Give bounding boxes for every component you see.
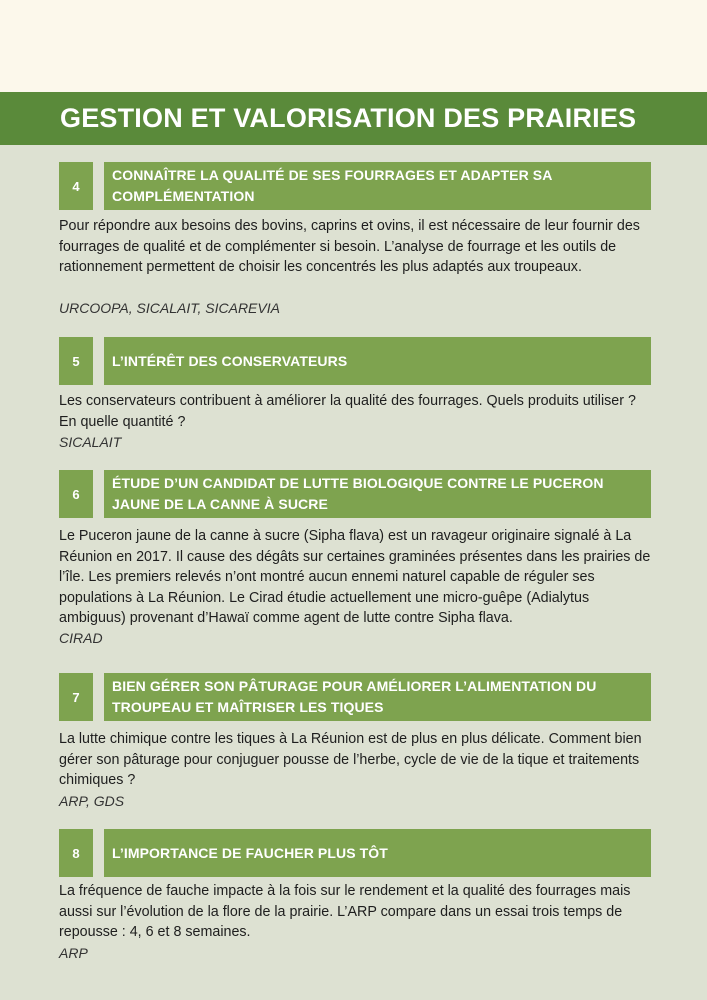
section-number: 5 <box>59 337 93 385</box>
section-number: 8 <box>59 829 93 877</box>
top-band <box>0 0 707 92</box>
section-number: 4 <box>59 162 93 210</box>
section-title: L’INTÉRÊT DES CONSERVATEURS <box>104 337 651 385</box>
section-body: Le Puceron jaune de la canne à sucre (Sipha flava) est un ravageur originaire signalé à La Réunion en 2017. Il cause des dégâts sur certaines graminées présentes dans les prairies de l’île. Les premiers relevés n’ont montré aucun ennemi naturel capable de réguler ses populations à La Réunion. Le Cirad étudie actuellement une micro-guêpe (Adialytus ambiguus) provenant d’Hawaï comme agent de lutte contre Sipha flava. <box>59 528 651 626</box>
section-title: CONNAÎTRE LA QUALITÉ DE SES FOURRAGES ET ADAPTER SA COMPLÉMENTATION <box>104 162 651 210</box>
section-title: ÉTUDE D’UN CANDIDAT DE LUTTE BIOLOGIQUE CONTRE LE PUCERON JAUNE DE LA CANNE À SUCRE <box>104 470 651 518</box>
section-body: La lutte chimique contre les tiques à La Réunion est de plus en plus délicate. Comment bien gérer son pâturage pour conjuguer pousse de l’herbe, cycle de vie de la tique et traitements chimiques ? <box>59 731 642 788</box>
section-source: SICALAIT <box>59 434 122 450</box>
section-title: BIEN GÉRER SON PÂTURAGE POUR AMÉLIORER L’ALIMENTATION DU TROUPEAU ET MAÎTRISER LES TIQUES <box>104 673 651 721</box>
section-number: 7 <box>59 673 93 721</box>
section-source: ARP, GDS <box>59 793 125 809</box>
section-source: URCOOPA, SICALAIT, SICAREVIA <box>59 300 280 316</box>
section-body: Les conservateurs contribuent à améliorer la qualité des fourrages. Quels produits utiliser ? En quelle quantité ? <box>59 393 636 430</box>
section-body: Pour répondre aux besoins des bovins, caprins et ovins, il est nécessaire de leur fournir des fourrages de qualité et de complémenter si besoin. L’analyse de fourrage et les outils de rationnement permettent de choisir les concentrés les plus adaptés aux troupeaux. <box>59 218 640 275</box>
section-title: L’IMPORTANCE DE FAUCHER PLUS TÔT <box>104 829 651 877</box>
section-source: CIRAD <box>59 630 103 646</box>
section-source: ARP <box>59 945 88 961</box>
section-body: La fréquence de fauche impacte à la fois sur le rendement et la qualité des fourrages mais aussi sur l’évolution de la flore de la prairie. L’ARP compare dans un essai trois temps de repousse : 4, 6 et 8 semaines. <box>59 883 631 940</box>
page-title: GESTION ET VALORISATION DES PRAIRIES <box>60 103 637 133</box>
section-number: 6 <box>59 470 93 518</box>
